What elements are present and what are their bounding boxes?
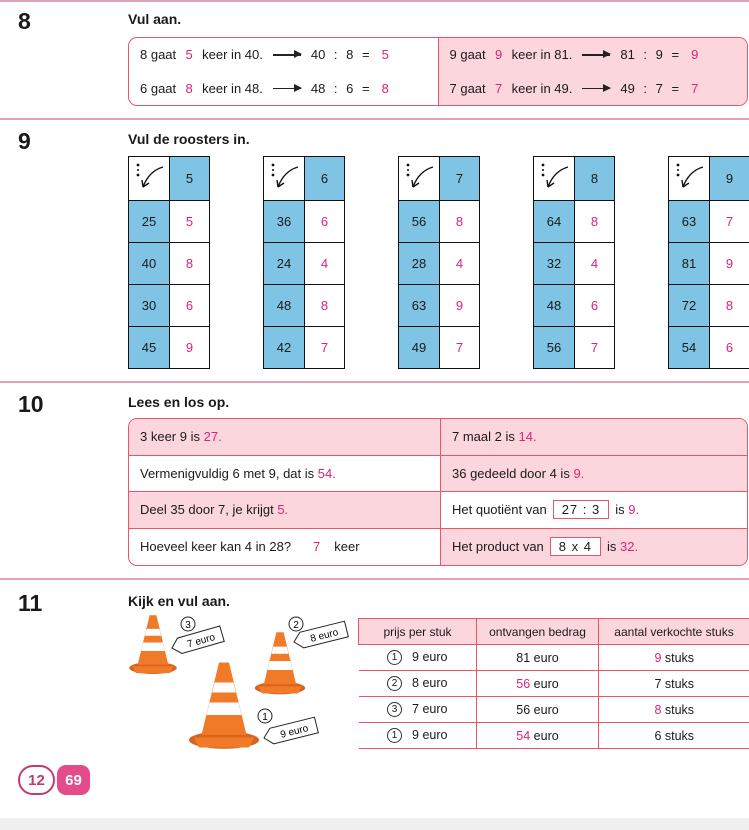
exercise-11-number: 11 (18, 590, 43, 616)
exercise-10-cell (129, 419, 441, 456)
exercise-10-cell (441, 492, 747, 529)
exercise-10-cell (129, 529, 441, 566)
exercise-10-cell (441, 456, 747, 493)
exercise-10-title: Lees en los op. (128, 394, 230, 410)
division-grid (398, 156, 480, 369)
cell-text: keer (334, 539, 360, 555)
amount-cell (477, 723, 599, 749)
dividend-cell: 49 (399, 327, 440, 369)
answer: 9 (495, 47, 503, 63)
division-operator-icon (264, 157, 305, 201)
quotient-answer: 8 (440, 201, 480, 243)
dividend-cell: 63 (399, 285, 440, 327)
divisor-cell: 6 (305, 157, 345, 201)
dividend-cell: 48 (534, 285, 575, 327)
row-text: keer in 49. (511, 80, 573, 96)
answer: 7 (691, 80, 699, 96)
column-header: prijs per stuk (359, 619, 477, 645)
cell-text: 7 maal 2 is (452, 429, 515, 445)
quotient-answer: 7 (710, 201, 749, 243)
cell-text: is (606, 539, 617, 555)
amount-value: 56 (516, 676, 531, 691)
cone-2-price-tag: 8 euro (309, 627, 340, 645)
dividend-cell: 81 (669, 243, 710, 285)
count-value: 6 (654, 728, 662, 743)
grid-row (399, 201, 480, 243)
section-divider (0, 118, 749, 120)
exercise-8-row (129, 38, 438, 72)
grid-row (669, 285, 749, 327)
answer: 27. (203, 429, 222, 445)
exercise-8-right (438, 38, 748, 105)
exercise-8-row (439, 38, 748, 72)
answer: 7 (495, 80, 503, 96)
table-row (359, 723, 749, 749)
page-number-right: 69 (57, 765, 90, 795)
exercise-11-title: Kijk en vul aan. (128, 593, 230, 609)
grid-row (669, 243, 749, 285)
dividend-cell: 32 (534, 243, 575, 285)
exercise-10-box (128, 418, 748, 566)
equation: 49 : 7 = (620, 80, 680, 96)
count-unit: stuks (664, 650, 695, 665)
column-header: ontvangen bedrag (477, 619, 599, 645)
cell-text: 3 keer 9 is (140, 429, 200, 445)
quotient-answer: 8 (170, 243, 210, 285)
amount-value: 54 (516, 728, 531, 743)
count-value: 7 (654, 676, 662, 691)
quotient-answer: 4 (440, 243, 480, 285)
grid-row (264, 243, 345, 285)
exercise-8-row (129, 72, 438, 106)
grid-row (129, 327, 210, 369)
section-divider (0, 578, 749, 580)
dividend-cell: 48 (264, 285, 305, 327)
amount-unit: euro (533, 702, 559, 717)
cell-text: Vermenigvuldig 6 met 9, dat is (140, 465, 315, 481)
amount-unit: euro (533, 728, 559, 743)
cell-text: Het product van (452, 539, 544, 555)
exercise-10-cell (129, 456, 441, 493)
quotient-answer: 7 (305, 327, 345, 369)
grid-row (129, 285, 210, 327)
amount-value: 56 (516, 702, 531, 717)
cone-3-icon (129, 615, 224, 674)
cone-number-badge: 2 (387, 676, 402, 691)
amount-cell (477, 671, 599, 697)
cell-text: Hoeveel keer kan 4 in 28? (140, 539, 292, 555)
cones-illustration (120, 608, 350, 768)
answer: 8 (381, 80, 389, 96)
quotient-answer: 9 (710, 243, 749, 285)
equation: 48 : 6 = (310, 80, 370, 96)
price-value: 7 euro (412, 701, 448, 716)
row-text: keer in 40. (202, 47, 263, 63)
count-value: 8 (654, 702, 662, 717)
price-cell (359, 645, 477, 671)
answer: 32. (619, 539, 639, 555)
answer: 5 (381, 47, 389, 63)
division-operator-icon (669, 157, 710, 201)
dividend-cell: 56 (534, 327, 575, 369)
row-text: 9 gaat (449, 47, 486, 63)
cone-3-number: 3 (185, 620, 191, 631)
price-cell (359, 671, 477, 697)
count-unit: stuks (664, 728, 695, 743)
divisor-cell: 9 (710, 157, 749, 201)
price-value: 9 euro (412, 727, 448, 742)
cone-1-number: 1 (262, 712, 268, 723)
grid-row (399, 285, 480, 327)
cone-2-number: 2 (293, 620, 299, 631)
grid-row (534, 285, 615, 327)
page-number-left: 12 (18, 765, 55, 795)
cell-text: is (615, 502, 625, 518)
dividend-cell: 56 (399, 201, 440, 243)
dividend-cell: 36 (264, 201, 305, 243)
grid-row (534, 243, 615, 285)
exercise-8-left (129, 38, 438, 105)
cone-1-price-tag: 9 euro (279, 723, 310, 741)
exercise-9-title: Vul de roosters in. (128, 131, 250, 147)
page-numbers (18, 765, 90, 795)
division-operator-icon (399, 157, 440, 201)
price-value: 8 euro (412, 675, 448, 690)
divisor-cell: 8 (575, 157, 615, 201)
dividend-cell: 24 (264, 243, 305, 285)
grid-row (669, 201, 749, 243)
exercise-10-cell (441, 419, 747, 456)
exercise-9-number: 9 (18, 128, 31, 154)
grid-row (399, 327, 480, 369)
column-header: aantal verkochte stuks (599, 619, 749, 645)
dividend-cell: 72 (669, 285, 710, 327)
grid-row (534, 201, 615, 243)
answer: 8 (185, 80, 193, 96)
cone-2-icon (255, 617, 349, 694)
count-cell (599, 697, 749, 723)
grid-row (669, 327, 749, 369)
table-row (359, 645, 749, 671)
dividend-cell: 28 (399, 243, 440, 285)
division-grid (128, 156, 210, 369)
row-text: 7 gaat (449, 80, 486, 96)
quotient-answer: 8 (710, 285, 749, 327)
division-grid (533, 156, 615, 369)
cell-text: Deel 35 door 7, je krijgt (140, 502, 274, 518)
quotient-answer: 6 (305, 201, 345, 243)
arrow-icon (273, 54, 301, 56)
dividend-cell: 25 (129, 201, 170, 243)
grid-row (264, 201, 345, 243)
expression-box: 8 x 4 (550, 537, 601, 556)
table-row (359, 671, 749, 697)
quotient-answer: 7 (575, 327, 615, 369)
exercise-10-number: 10 (18, 391, 44, 417)
answer: 9 (691, 47, 699, 63)
division-operator-icon (129, 157, 170, 201)
exercise-8-number: 8 (18, 8, 31, 34)
answer: 5 (185, 47, 193, 63)
dividend-cell: 40 (129, 243, 170, 285)
answer: 7 (313, 539, 321, 555)
dividend-cell: 45 (129, 327, 170, 369)
divisor-cell: 7 (440, 157, 480, 201)
amount-cell (477, 697, 599, 723)
exercise-10-cell (441, 529, 747, 566)
price-value: 9 euro (412, 649, 448, 664)
price-cell (359, 697, 477, 723)
expression-box: 27 : 3 (553, 500, 610, 519)
division-operator-icon (534, 157, 575, 201)
exercise-10-cell (129, 492, 441, 529)
table-header-row (359, 619, 749, 645)
arrow-icon (273, 88, 301, 90)
quotient-answer: 8 (575, 201, 615, 243)
quotient-answer: 4 (305, 243, 345, 285)
quotient-answer: 9 (440, 285, 480, 327)
quotient-answer: 8 (305, 285, 345, 327)
exercise-11-table (358, 618, 749, 749)
equation: 40 : 8 = (310, 47, 370, 63)
amount-unit: euro (533, 650, 559, 665)
dividend-cell: 64 (534, 201, 575, 243)
dividend-cell: 63 (669, 201, 710, 243)
cell-text: 36 gedeeld door 4 is (452, 465, 570, 481)
grid-row (129, 243, 210, 285)
grid-row (129, 201, 210, 243)
quotient-answer: 6 (170, 285, 210, 327)
section-divider (0, 381, 749, 383)
grid-row (264, 327, 345, 369)
section-divider (0, 0, 749, 2)
exercise-8-title: Vul aan. (128, 11, 182, 27)
cone-number-badge: 1 (387, 728, 402, 743)
quotient-answer: 9 (170, 327, 210, 369)
arrow-icon (582, 88, 610, 90)
row-text: 8 gaat (140, 47, 177, 63)
quotient-answer: 4 (575, 243, 615, 285)
cell-text: Het quotiënt van (452, 502, 547, 518)
answer: 54. (317, 465, 336, 481)
amount-cell (477, 645, 599, 671)
count-unit: stuks (664, 702, 695, 717)
grid-row (534, 327, 615, 369)
row-text: keer in 48. (202, 80, 263, 96)
quotient-answer: 5 (170, 201, 210, 243)
answer: 5. (277, 502, 289, 518)
dividend-cell: 42 (264, 327, 305, 369)
answer: 14. (518, 429, 537, 445)
arrow-icon (582, 54, 610, 56)
count-value: 9 (654, 650, 662, 665)
dividend-cell: 30 (129, 285, 170, 327)
grid-row (264, 285, 345, 327)
amount-unit: euro (533, 676, 559, 691)
count-cell (599, 645, 749, 671)
cone-number-badge: 3 (387, 702, 402, 717)
cone-number-badge: 1 (387, 650, 402, 665)
exercise-8-row (439, 72, 748, 106)
division-grid (263, 156, 345, 369)
quotient-answer: 6 (710, 327, 749, 369)
count-unit: stuks (664, 676, 695, 691)
grid-row (399, 243, 480, 285)
exercise-8-box (128, 37, 748, 106)
dividend-cell: 54 (669, 327, 710, 369)
equation: 81 : 9 = (620, 47, 680, 63)
row-text: keer in 81. (511, 47, 573, 63)
table-row (359, 697, 749, 723)
divisor-cell: 5 (170, 157, 210, 201)
count-cell (599, 671, 749, 697)
cone-1-icon (189, 663, 318, 749)
quotient-answer: 7 (440, 327, 480, 369)
answer: 9. (628, 502, 640, 518)
count-cell (599, 723, 749, 749)
answer: 9. (573, 465, 585, 481)
quotient-answer: 6 (575, 285, 615, 327)
cone-3-price-tag: 7 euro (186, 631, 217, 651)
row-text: 6 gaat (140, 80, 177, 96)
amount-value: 81 (516, 650, 531, 665)
price-cell (359, 723, 477, 749)
division-grid (668, 156, 749, 369)
